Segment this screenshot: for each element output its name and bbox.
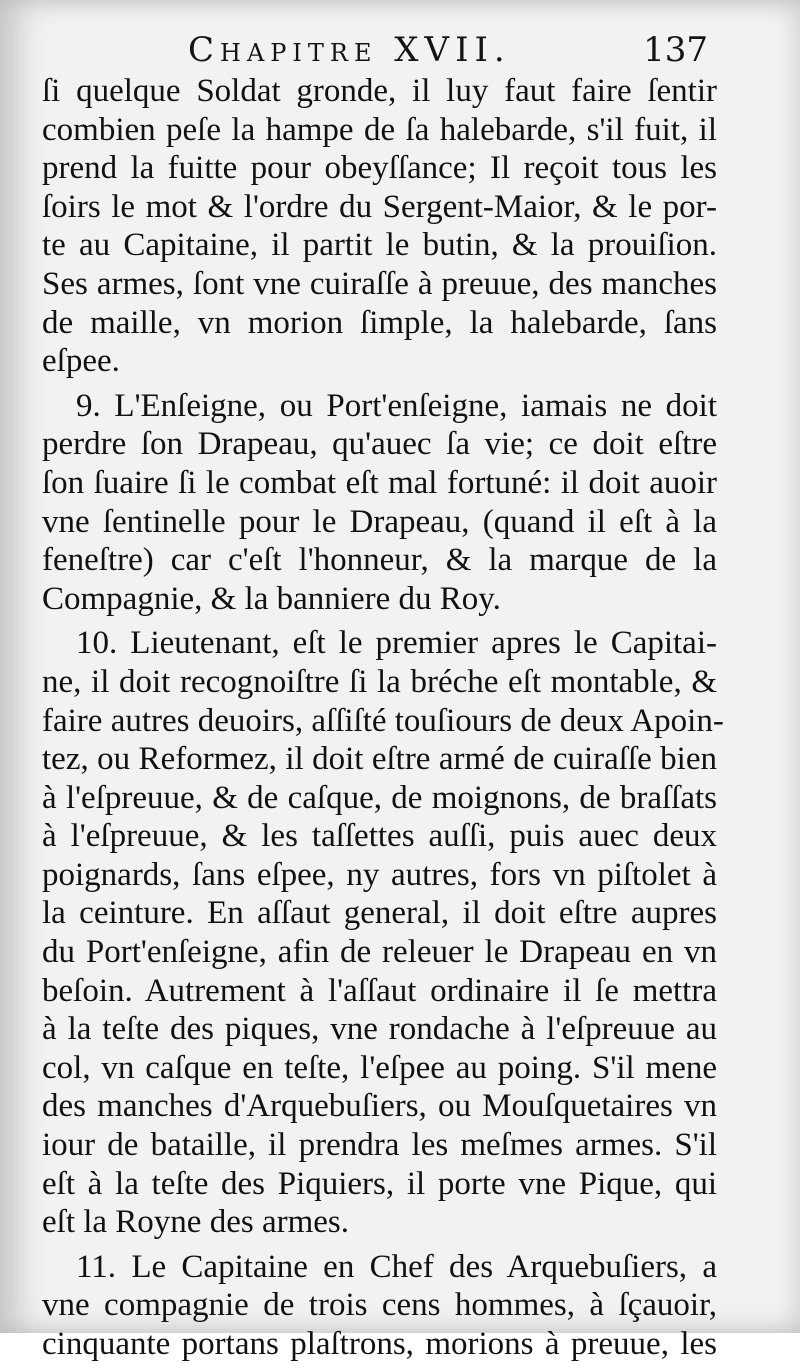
text-line: de maille, vn morion ſimple, la halebarde, ſans [42, 304, 717, 341]
text-line: ſi quelque Soldat gronde, il luy faut faire ſentir [42, 73, 717, 109]
text-line: te au Capitaine, il partit le butin, & la prouiſion. [42, 227, 717, 264]
paragraph-start: 11. Le Capitaine en Chef des Arquebuſiers, a [76, 1248, 717, 1285]
text-line: faire autres deuoirs, aſſiſté touſiours de deux Apoin- [42, 702, 724, 739]
text-line: vne ſentinelle pour le Drapeau, (quand il eſt à la [42, 503, 717, 540]
text-line: eſpee. [42, 343, 120, 380]
text-line: combien peſe la hampe de ſa halebarde, s'il fuit, il [42, 111, 717, 148]
text-line: à l'eſpreuue, & de caſque, de moignons, de braſſats [42, 779, 717, 816]
text-line: tez, ou Reformez, il doit eſtre armé de cuiraſſe bien [42, 741, 717, 778]
text-line: à la teſte des piques, vne rondache à l'eſpreuue au [42, 1011, 717, 1048]
running-header [0, 26, 800, 74]
text-line: eſt la Royne des armes. [42, 1204, 349, 1241]
text-line: poignards, ſans eſpee, ny autres, fors vn piſtolet à [42, 856, 717, 893]
text-line: ſon ſuaire ſi le combat eſt mal fortuné: il doit auoir [42, 464, 717, 501]
text-line: à l'eſpreuue, & les taſſettes auſſi, puis auec deux [42, 818, 717, 855]
text-line: la ceinture. En aſſaut general, il doit eſtre aupres [42, 895, 717, 932]
text-line: feneſtre) car c'eſt l'honneur, & la marque de la [42, 542, 717, 579]
text-line: col, vn caſque en teſte, l'eſpee au poing. S'il mene [42, 1049, 717, 1086]
text-line: iour de bataille, il prendra les meſmes armes. S'il [42, 1127, 717, 1164]
text-line: perdre ſon Drapeau, qu'auec ſa vie; ce doit eſtre [42, 426, 717, 463]
text-line: Compagnie, & la banniere du Roy. [42, 580, 501, 617]
paragraph-start: 9. L'Enſeigne, ou Port'enſeigne, iamais ne doit [76, 387, 717, 424]
text-line: eſt à la teſte des Piquiers, il porte vne Pique, qui [42, 1165, 717, 1202]
chapter-heading: Chapitre XVII. [188, 30, 511, 70]
page-number: 137 [643, 30, 708, 70]
text-line: ne, il doit recognoiſtre ſi la bréche eſt montable, & [42, 663, 717, 700]
text-line: ſoirs le mot & l'ordre du Sergent-Maior, & le por- [42, 188, 717, 225]
text-line: cinquante portans plaſtrons, morions à preuue, les [42, 1326, 717, 1362]
text-line: prend la fuitte pour obeyſſance; Il reçoit tous les [42, 150, 717, 187]
text-line: Ses armes, ſont vne cuiraſſe à preuue, des manches [42, 265, 717, 302]
paragraph-start: 10. Lieutenant, eſt le premier apres le Capitai- [76, 625, 717, 662]
text-line: beſoin. Autrement à l'aſſaut ordinaire il ſe mettra [42, 972, 717, 1009]
body-text [42, 72, 724, 1364]
text-line: vne compagnie de trois cens hommes, à ſçauoir, [42, 1287, 717, 1324]
text-line: du Port'enſeigne, afin de releuer le Drapeau en vn [42, 934, 717, 971]
text-line: des manches d'Arquebuſiers, ou Mouſquetaires vn [42, 1088, 717, 1125]
